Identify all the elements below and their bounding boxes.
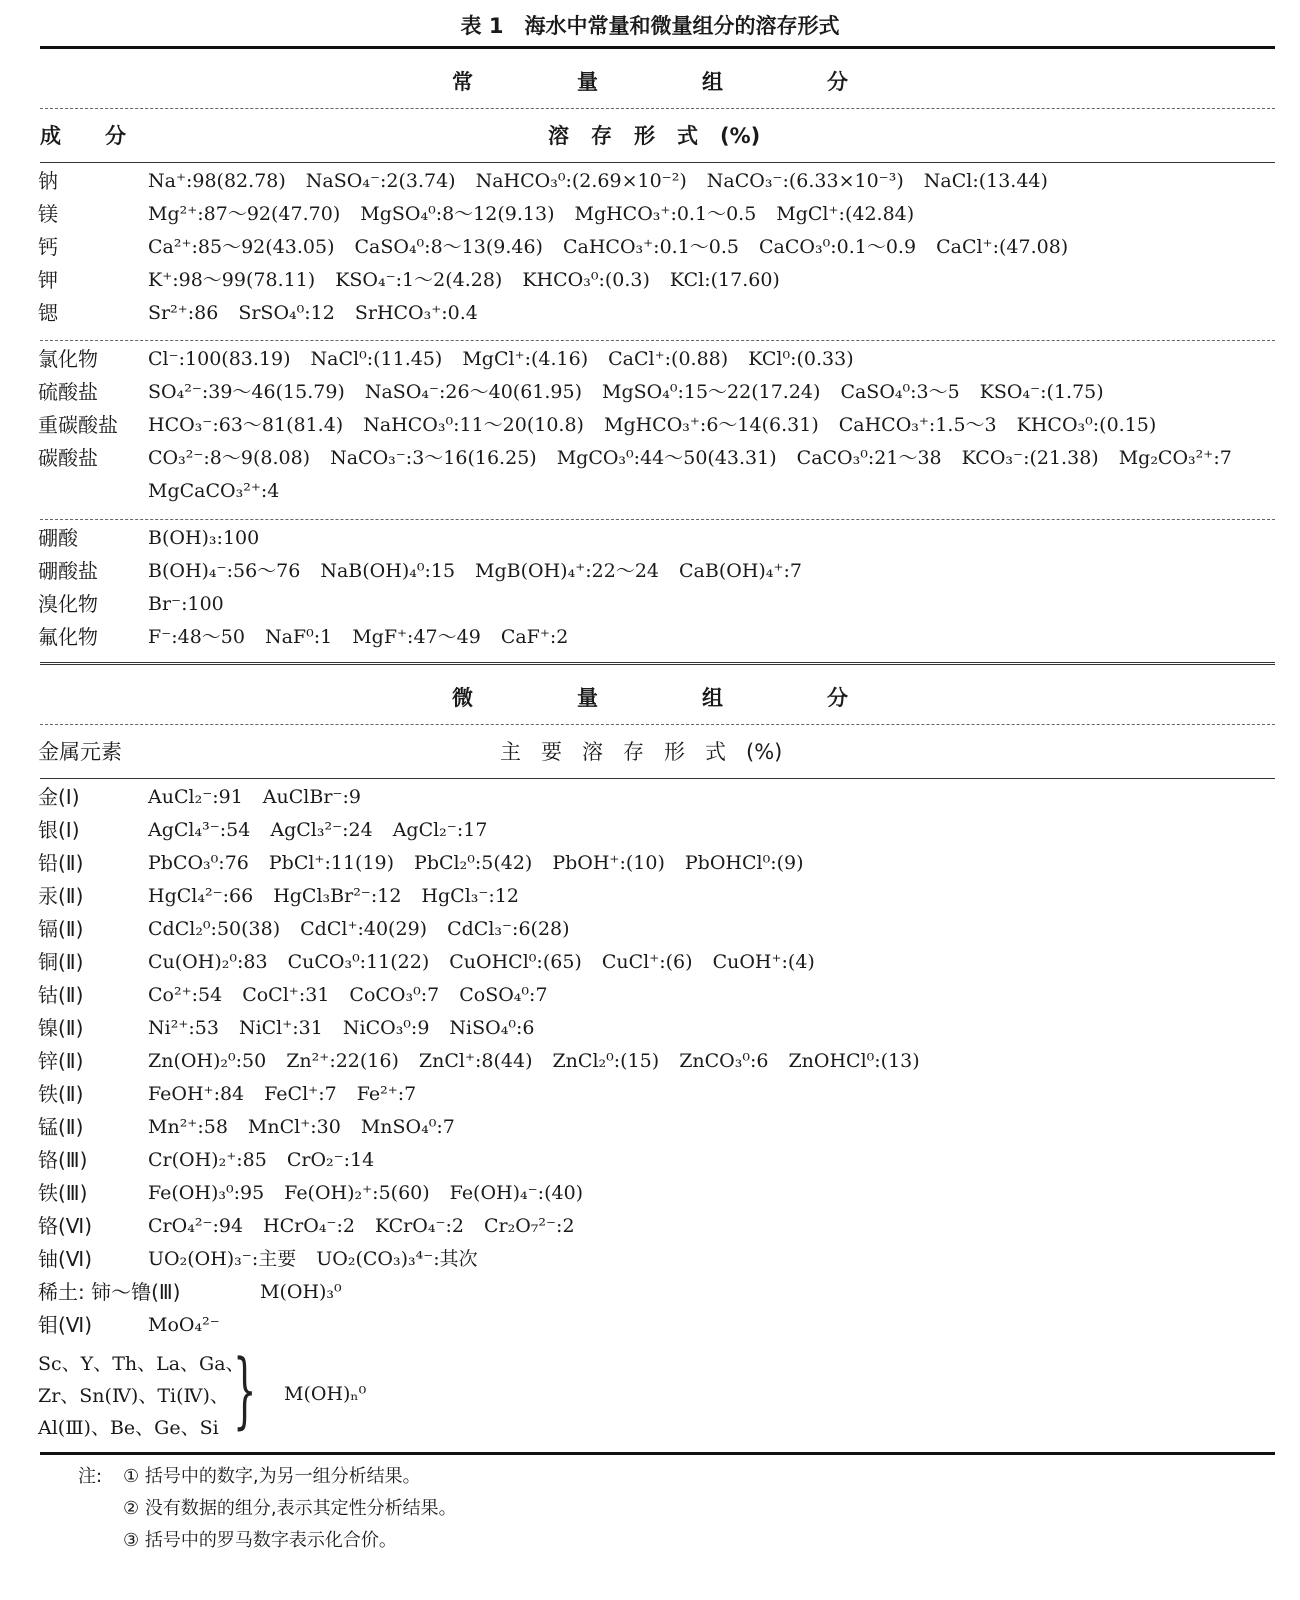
species-form: ZnOHCl⁰:(13): [788, 1050, 920, 1072]
heading-char: 分: [827, 686, 848, 710]
component-label: 钾: [38, 268, 58, 292]
species-form: MgCO₃⁰:44～50(43.31): [556, 447, 777, 469]
species-list: [148, 377, 1124, 407]
species-form: Cu(OH)₂⁰:83: [148, 951, 268, 973]
species-form: CaHCO₃⁺:0.1～0.5: [562, 236, 740, 258]
component-label: 锶: [38, 301, 58, 325]
metal-label: 铁(Ⅲ): [38, 1181, 88, 1205]
element-group: [38, 1343, 458, 1444]
species-form: KSO₄⁻:(1.75): [979, 381, 1104, 403]
species-form: F⁻:48～50: [148, 626, 245, 648]
major-section-end-rule: [40, 662, 1275, 665]
metal-label: 锌(Ⅱ): [38, 1049, 84, 1073]
species-form: AgCl₂⁻:17: [392, 819, 488, 841]
species-form: NaHCO₃⁰:(2.69×10⁻²): [475, 170, 687, 192]
species-list: [148, 1046, 940, 1076]
col-char: 溶: [548, 124, 569, 148]
footnote: ① 括号中的数字,为另一组分析结果。: [123, 1466, 421, 1487]
col-char: 溶: [582, 740, 603, 764]
species-list: [148, 232, 1088, 262]
species-form: MgSO₄⁰:8～12(9.13): [360, 203, 555, 225]
species-form: MgSO₄⁰:15～22(17.24): [602, 381, 821, 403]
species-form: AgCl₄³⁻:54: [148, 819, 251, 841]
species-form: Ni²⁺:53: [148, 1017, 219, 1039]
species-form: PbCl₂⁰:5(42): [414, 852, 533, 874]
species-form: CuOHCl⁰:(65): [449, 951, 582, 973]
group-species-form: M(OH)ₙ⁰: [284, 1383, 367, 1405]
metal-label: 锰(Ⅱ): [38, 1115, 84, 1139]
title-rule: [40, 46, 1275, 49]
species-form: PbOHCl⁰:(9): [684, 852, 804, 874]
species-form: Fe(OH)₂⁺:5(60): [284, 1182, 430, 1204]
species-form: NiCl⁺:31: [238, 1017, 323, 1039]
species-form: MnSO₄⁰:7: [360, 1116, 455, 1138]
species-form: PbCl⁺:11(19): [268, 852, 395, 874]
species-list: [148, 443, 1252, 473]
species-form: CaF⁺:2: [500, 626, 569, 648]
table-end-rule: [40, 1452, 1275, 1455]
species-form: KCl⁰:(0.33): [748, 348, 854, 370]
species-list: [148, 1079, 436, 1109]
component-label: 钙: [38, 235, 58, 259]
species-list: [148, 947, 835, 977]
species-form: NiCO₃⁰:9: [342, 1017, 430, 1039]
species-form: AgCl₃²⁻:24: [270, 819, 373, 841]
metal-label: 镍(Ⅱ): [38, 1016, 84, 1040]
species-list: [148, 1178, 603, 1208]
species-form: HCO₃⁻:63～81(81.4): [148, 414, 344, 436]
heading-char: 量: [577, 686, 598, 710]
species-form: CoCO₃⁰:7: [349, 984, 440, 1006]
species-form: CoSO₄⁰:7: [459, 984, 548, 1006]
species-form: CaSO₄⁰:8～13(9.46): [354, 236, 543, 258]
species-form: NaCO₃⁻:(6.33×10⁻³): [706, 170, 904, 192]
species-form: UO₂(CO₃)₃⁴⁻:其次: [316, 1248, 478, 1270]
species-form: NaCO₃⁻:3～16(16.25): [330, 447, 537, 469]
major-header-rule: [40, 162, 1275, 163]
major-section-heading: [0, 66, 1300, 96]
col-char: 分: [105, 124, 126, 148]
species-form: SrHCO₃⁺:0.4: [354, 302, 478, 324]
species-form: KCl:(17.60): [669, 269, 780, 291]
species-form: FeOH⁺:84: [148, 1083, 245, 1105]
heading-char: 组: [702, 686, 723, 710]
column-header-component: [40, 120, 126, 150]
species-form: Na⁺:98(82.78): [148, 170, 286, 192]
species-form: KHCO₃⁰:(0.3): [522, 269, 650, 291]
species-form: CuOH⁺:(4): [712, 951, 815, 973]
heading-char: 常: [452, 70, 473, 94]
col-char: 存: [591, 124, 612, 148]
species-list: [148, 1244, 498, 1274]
species-form: NaCl:(13.44): [923, 170, 1048, 192]
species-form: HgCl₄²⁻:66: [148, 885, 254, 907]
species-list: [148, 881, 539, 911]
col-char: 形: [634, 124, 655, 148]
species-form: MgHCO₃⁺:6～14(6.31): [603, 414, 819, 436]
species-form: Mg²⁺:87～92(47.70): [148, 203, 341, 225]
species-form: MgCl⁺:(42.84): [776, 203, 915, 225]
species-form: Mn²⁺:58: [148, 1116, 228, 1138]
species-form: AuCl₂⁻:91: [148, 786, 243, 808]
species-form: Zn²⁺:22(16): [286, 1050, 399, 1072]
species-form: Cr₂O₇²⁻:2: [483, 1215, 575, 1237]
component-label: 氟化物: [38, 625, 98, 649]
heading-char: 分: [827, 70, 848, 94]
species-form: CaSO₄⁰:3～5: [840, 381, 960, 403]
species-list: [260, 1277, 362, 1307]
species-list: [148, 980, 568, 1010]
species-list: [148, 1112, 475, 1142]
species-form: K⁺:98～99(78.11): [148, 269, 316, 291]
species-form: MgHCO₃⁺:0.1～0.5: [574, 203, 757, 225]
species-form: ZnCl₂⁰:(15): [552, 1050, 660, 1072]
species-list: [148, 1310, 240, 1340]
metal-label: 钼(Ⅵ): [38, 1313, 93, 1337]
species-form: KCrO₄⁻:2: [374, 1215, 464, 1237]
species-form: CaCl⁺:(47.08): [936, 236, 1069, 258]
species-form: MoO₄²⁻: [148, 1314, 220, 1336]
species-form: Ca²⁺:85～92(43.05): [148, 236, 335, 258]
component-label: 碳酸盐: [38, 446, 98, 470]
col-char: 形: [664, 740, 685, 764]
metal-label: 铀(Ⅵ): [38, 1247, 93, 1271]
species-form: KCO₃⁻:(21.38): [961, 447, 1099, 469]
species-list: [148, 523, 279, 553]
species-list: [148, 914, 590, 944]
species-form: CaCl⁺:(0.88): [608, 348, 729, 370]
species-form: CaCO₃⁰:0.1～0.9: [759, 236, 917, 258]
group-divider: [40, 519, 1275, 520]
col-char: 式: [705, 740, 726, 764]
heading-char: 微: [452, 686, 473, 710]
col-char: (%): [746, 740, 783, 764]
component-label: 硫酸盐: [38, 380, 98, 404]
species-list: [148, 410, 1176, 440]
species-list: [148, 344, 874, 374]
species-form: CdCl₂⁰:50(38): [148, 918, 281, 940]
col-char: (%): [720, 124, 761, 148]
species-form: CaCO₃⁰:21～38: [796, 447, 942, 469]
species-list: [148, 622, 588, 652]
species-list: [148, 298, 498, 328]
column-header-metal: 金属元素: [38, 740, 122, 764]
species-form: PbCO₃⁰:76: [148, 852, 249, 874]
component-label: 钠: [38, 169, 58, 193]
species-form: B(OH)₃:100: [148, 527, 260, 549]
species-form: CoCl⁺:31: [242, 984, 330, 1006]
metal-label: 金(Ⅰ): [38, 785, 80, 809]
species-form: Co²⁺:54: [148, 984, 223, 1006]
element-group-line: Zr、Sn(Ⅳ)、Ti(Ⅳ)、: [38, 1385, 229, 1407]
species-form: KSO₄⁻:1～2(4.28): [335, 269, 503, 291]
species-form: Br⁻:100: [148, 593, 224, 615]
species-form: NaF⁰:1: [264, 626, 333, 648]
species-form: Cr(OH)₂⁺:85: [148, 1149, 267, 1171]
species-form: SO₄²⁻:39～46(15.79): [148, 381, 345, 403]
species-form: CdCl₃⁻:6(28): [447, 918, 570, 940]
component-label: 硼酸盐: [38, 559, 98, 583]
column-header-forms: [548, 120, 760, 150]
species-list: [148, 1145, 394, 1175]
major-heading-rule: [40, 108, 1275, 109]
species-form: CuCl⁺:(6): [601, 951, 693, 973]
species-form: ZnCl⁺:8(44): [418, 1050, 533, 1072]
species-form: CrO₄²⁻:94: [148, 1215, 244, 1237]
species-form: NiSO₄⁰:6: [449, 1017, 535, 1039]
species-form: CO₃²⁻:8～9(8.08): [148, 447, 311, 469]
species-form: Fe²⁺:7: [356, 1083, 417, 1105]
component-label: 镁: [38, 202, 58, 226]
species-form: M(OH)₃⁰: [260, 1281, 342, 1303]
species-form: AuClBr⁻:9: [262, 786, 361, 808]
species-form: NaCl⁰:(11.45): [310, 348, 443, 370]
species-form: Cl⁻:100(83.19): [148, 348, 291, 370]
footnote: ③ 括号中的罗马数字表示化合价。: [123, 1530, 397, 1551]
species-list: [148, 199, 934, 229]
species-form: SrSO₄⁰:12: [238, 302, 335, 324]
species-form: Fe(OH)₄⁻:(40): [449, 1182, 584, 1204]
metal-label: 铬(Ⅵ): [38, 1214, 93, 1238]
species-list: [148, 556, 822, 586]
metal-label: 镉(Ⅱ): [38, 917, 84, 941]
component-label: 硼酸: [38, 526, 78, 550]
element-group-line: Sc、Y、Th、La、Ga、: [38, 1353, 245, 1375]
metal-label: 稀土: 铈～镥(Ⅲ): [38, 1280, 181, 1304]
col-char: 主: [500, 740, 521, 764]
heading-char: 量: [577, 70, 598, 94]
footnote: ② 没有数据的组分,表示其定性分析结果。: [123, 1498, 457, 1519]
notes-prefix: 注:: [78, 1466, 103, 1487]
group-divider: [40, 340, 1275, 341]
species-form: PbOH⁺:(10): [552, 852, 665, 874]
component-label: 氯化物: [38, 347, 98, 371]
metal-label: 钴(Ⅱ): [38, 983, 84, 1007]
species-list: [148, 589, 244, 619]
species-list: [148, 265, 800, 295]
species-form: HgCl₃Br²⁻:12: [273, 885, 402, 907]
species-form: KHCO₃⁰:(0.15): [1016, 414, 1157, 436]
species-form: Sr²⁺:86: [148, 302, 219, 324]
species-form: Zn(OH)₂⁰:50: [148, 1050, 267, 1072]
species-form-continued: MgCaCO₃²⁺:4: [148, 480, 280, 502]
species-list: [148, 782, 381, 812]
metal-label: 铜(Ⅱ): [38, 950, 84, 974]
species-form: Mg₂CO₃²⁺:7: [1118, 447, 1232, 469]
species-form: ZnCO₃⁰:6: [679, 1050, 769, 1072]
species-form: CdCl⁺:40(29): [300, 918, 428, 940]
species-form: B(OH)₄⁻:56～76: [148, 560, 301, 582]
metal-label: 铁(Ⅱ): [38, 1082, 84, 1106]
species-form: FeCl⁺:7: [264, 1083, 337, 1105]
species-form: HgCl₃⁻:12: [421, 885, 519, 907]
species-form: MgCl⁺:(4.16): [462, 348, 589, 370]
species-list: [148, 1013, 554, 1043]
col-char: 成: [40, 124, 61, 148]
col-char: 存: [623, 740, 644, 764]
trace-heading-rule: [40, 724, 1275, 725]
col-char: 式: [677, 124, 698, 148]
component-label: 重碳酸盐: [38, 413, 118, 437]
species-list: [148, 166, 1068, 196]
species-form: NaHCO₃⁰:11～20(10.8): [363, 414, 584, 436]
col-char: 要: [541, 740, 562, 764]
trace-header-rule: [40, 778, 1275, 779]
species-form: HCrO₄⁻:2: [263, 1215, 355, 1237]
species-form: NaSO₄⁻:26～40(61.95): [364, 381, 583, 403]
species-list: [148, 815, 507, 845]
metal-label: 铅(Ⅱ): [38, 851, 84, 875]
species-form: CaB(OH)₄⁺:7: [679, 560, 802, 582]
species-form: NaB(OH)₄⁰:15: [320, 560, 456, 582]
component-label: 溴化物: [38, 592, 98, 616]
table-title: 表 1 海水中常量和微量组分的溶存形式: [460, 14, 840, 38]
species-form: MgB(OH)₄⁺:22～24: [475, 560, 659, 582]
species-form: CuCO₃⁰:11(22): [287, 951, 430, 973]
species-list: [148, 1211, 595, 1241]
species-form: Fe(OH)₃⁰:95: [148, 1182, 265, 1204]
metal-label: 银(Ⅰ): [38, 818, 80, 842]
heading-char: 组: [702, 70, 723, 94]
species-form: CrO₂⁻:14: [286, 1149, 375, 1171]
species-form: CaHCO₃⁺:1.5～3: [838, 414, 997, 436]
column-header-main-forms: [500, 736, 782, 766]
species-form: NaSO₄⁻:2(3.74): [305, 170, 456, 192]
species-list: [148, 848, 824, 878]
species-form: MgF⁺:47～49: [352, 626, 481, 648]
right-brace: }: [233, 1343, 257, 1438]
metal-label: 铬(Ⅲ): [38, 1148, 88, 1172]
metal-label: 汞(Ⅱ): [38, 884, 84, 908]
species-form: MnCl⁺:30: [247, 1116, 341, 1138]
species-form: UO₂(OH)₃⁻:主要: [148, 1248, 297, 1270]
trace-section-heading: [0, 682, 1300, 712]
element-group-line: Al(Ⅲ)、Be、Ge、Si: [38, 1417, 219, 1439]
